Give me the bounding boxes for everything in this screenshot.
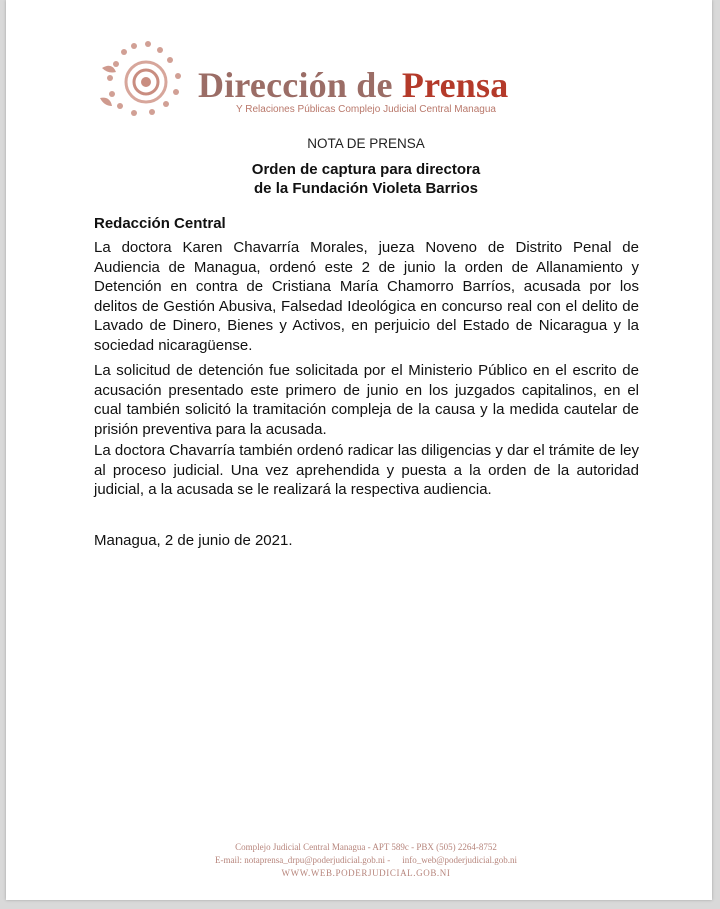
footer-email-1: E-mail: notaprensa_drpu@poderjudicial.gob.ni - bbox=[214, 855, 391, 865]
document-type-label: NOTA DE PRENSA bbox=[307, 136, 425, 151]
letterhead-title-part2: Prensa bbox=[401, 65, 509, 105]
footer-email-2: info_web@poderjudicial.gob.ni bbox=[402, 855, 517, 865]
letterhead-title bbox=[198, 64, 508, 106]
footer-website: WWW.WEB.PODERJUDICIAL.GOB.NI bbox=[281, 868, 451, 878]
letterhead-subtitle: Y Relaciones Públicas Complejo Judicial Central Managua bbox=[236, 104, 496, 115]
byline: Redacción Central bbox=[94, 215, 226, 232]
letterhead-title-part1: Dirección de bbox=[198, 65, 402, 105]
body-paragraph-3: La doctora Chavarría también ordenó radicar las diligencias y dar el trámite de ley al proceso judicial. Una vez aprehendida y puesta a la orden de la autoridad judicial, a la acusada se le realizará la respectiva audiencia. bbox=[94, 442, 639, 498]
headline-line-1: Orden de captura para directora bbox=[251, 161, 481, 178]
footer-emails bbox=[6, 854, 720, 867]
dateline: Managua, 2 de junio de 2021. bbox=[94, 532, 293, 549]
document-page bbox=[6, 0, 712, 900]
body-paragraph-2: La solicitud de detención fue solicitada por el Ministerio Público en el escrito de acusación presentado este primero de junio en los juzgados capitalinos, en el cual también solicitó la tramitación compleja de la causa y la medida cautelar de prisión preventiva para la acusada. bbox=[94, 362, 639, 438]
body-paragraph-1: La doctora Karen Chavarría Morales, jueza Noveno de Distrito Penal de Audiencia de Managua, ordenó este 2 de junio la orden de Allanamiento y Detención en contra de Cristiana María Chamorro Barríos, acusada por los delitos de Gestión Abusiva, Falsedad Ideológica en concurso real con el delito de Lavado de Dinero, Bienes y Activos, en perjuicio del Estado de Nicaragua y la sociedad nicaragüense. bbox=[94, 239, 639, 354]
footer bbox=[6, 841, 720, 880]
institution-logo-icon bbox=[94, 38, 194, 118]
headline-line-2: de la Fundación Violeta Barrios bbox=[254, 180, 478, 197]
footer-address: Complejo Judicial Central Managua - APT 589c - PBX (505) 2264-8752 bbox=[235, 842, 497, 852]
headline bbox=[6, 160, 720, 198]
letterhead bbox=[94, 38, 554, 118]
